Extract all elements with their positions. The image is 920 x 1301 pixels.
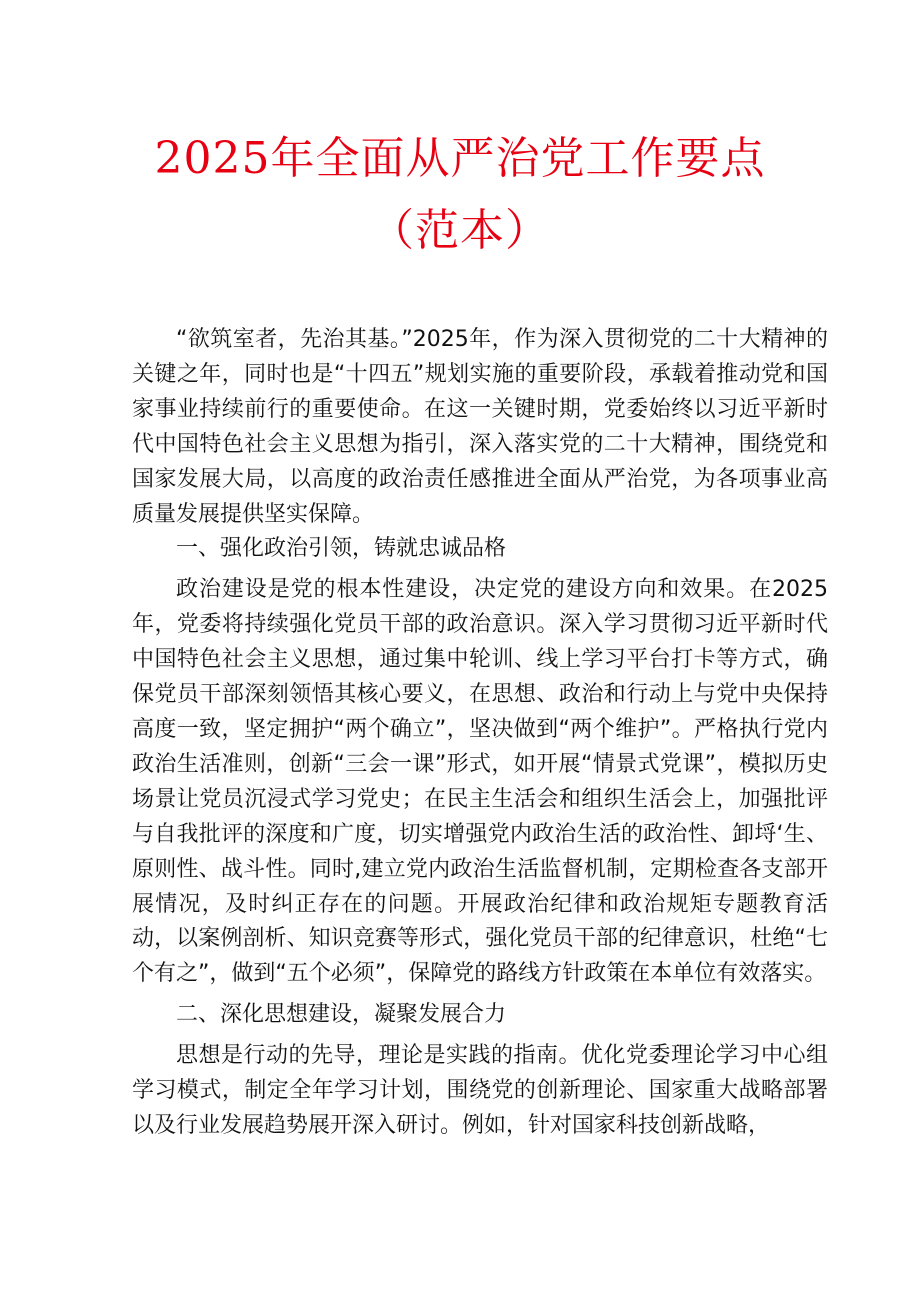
section-2-paragraph: 思想是行动的先导，理论是实践的指南。优化党委理论学习中心组学习模式，制定全年学习计划，围绕党的创新理论、国家重大战略部署以及行业发展趋势展开深入研讨。例如，针对国家科技创新战略， bbox=[132, 1043, 828, 1138]
section-heading-1: 一、强化政治引领，铸就忠诚品格 bbox=[176, 536, 507, 562]
document-title: 2025年全面从严治党工作要点 bbox=[154, 133, 766, 184]
document-subtitle: （范本） bbox=[370, 205, 550, 256]
section-1-paragraph: 政治建设是党的根本性建设，决定党的建设方向和效果。在2025年，党委将持续强化党员干部的政治意识。深入学习贯彻习近平新时代中国特色社会主义思想，通过集中轮训、线上学习平台打卡等方式，确保党员干部深刻领悟其核心要义，在思想、政治和行动上与党中央保持高度一致，坚定拥护“两个确立”，坚决做到“两个维护”。严格执行党内政治生活准则，创新“三会一课”形式，如开展“情景式党课”，模拟历史场景让党员沉浸式学习党史；在民主生活会和组织生活会上，加强批评与自我批评的深度和广度，切实增强党内政治生活的政治性、卸埒‘生、原则性、战斗性。同时,建立党内政治生活监督机制，定期检查各支部开展情况，及时纠正存在的问题。开展政治纪律和政治规矩专题教育活动，以案例剖析、知识竞赛等形式，强化党员干部的纪律意识，杜绝“七个有之”，做到“五个必须”，保障党的路线方针政策在本单位有效落实。 bbox=[132, 577, 828, 987]
section-heading-2: 二、深化思想建设，凝聚发展合力 bbox=[176, 1002, 507, 1028]
intro-paragraph: “欲筑室者，先治其基。”2025年，作为深入贯彻党的二十大精神的关键之年，同时也是“十四五”规划实施的重要阶段，承载着推动党和国家事业持续前行的重要使命。在这一关键时期，党委始终以习近平新时代中国特色社会主义思想为指引，深入落实党的二十大精神，围绕党和国家发展大局，以高度的政治责任感推进全面从严治党，为各项事业高质量发展提供坚实保障。 bbox=[132, 327, 828, 527]
document-body bbox=[132, 323, 828, 1144]
